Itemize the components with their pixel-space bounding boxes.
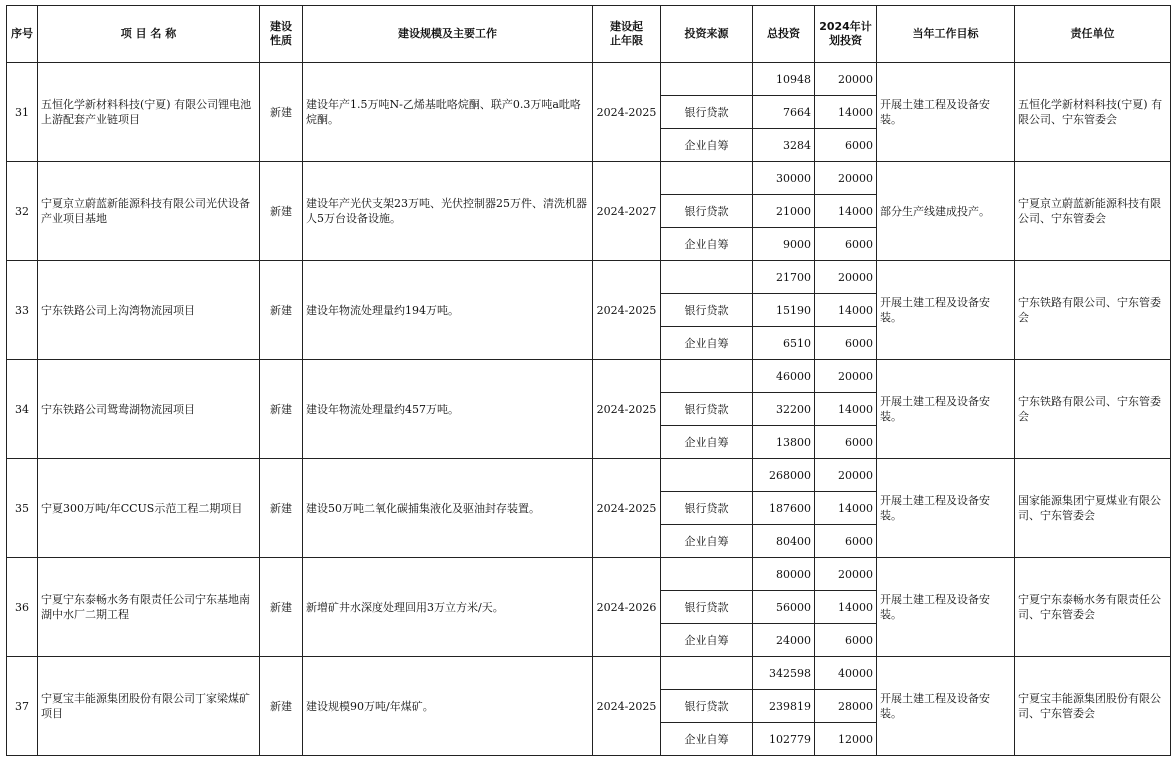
row-number: 35 <box>7 459 38 558</box>
loan-total: 239819 <box>753 690 815 723</box>
self-plan: 6000 <box>815 525 877 558</box>
source-self: 企业自筹 <box>661 327 753 360</box>
annual-goal: 开展土建工程及设备安装。 <box>877 63 1015 162</box>
row-number: 32 <box>7 162 38 261</box>
source-loan: 银行贷款 <box>661 591 753 624</box>
source-blank <box>661 162 753 195</box>
construction-scope: 建设50万吨二氧化碳捕集液化及驱油封存装置。 <box>303 459 593 558</box>
row-number: 34 <box>7 360 38 459</box>
total-investment: 21700 <box>753 261 815 294</box>
total-investment: 268000 <box>753 459 815 492</box>
loan-plan: 14000 <box>815 591 877 624</box>
responsible-unit: 宁夏宝丰能源集团股份有限公司、宁东管委会 <box>1015 657 1171 756</box>
annual-goal: 部分生产线建成投产。 <box>877 162 1015 261</box>
project-name: 五恒化学新材料科技(宁夏) 有限公司锂电池上游配套产业链项目 <box>38 63 260 162</box>
project-name: 宁夏京立蔚蓝新能源科技有限公司光伏设备产业项目基地 <box>38 162 260 261</box>
plan-investment: 20000 <box>815 261 877 294</box>
source-loan: 银行贷款 <box>661 393 753 426</box>
plan-investment: 20000 <box>815 360 877 393</box>
construction-period: 2024-2026 <box>593 558 661 657</box>
self-plan: 6000 <box>815 129 877 162</box>
construction-nature: 新建 <box>260 657 303 756</box>
self-total: 9000 <box>753 228 815 261</box>
loan-total: 32200 <box>753 393 815 426</box>
responsible-unit: 宁东铁路有限公司、宁东管委会 <box>1015 261 1171 360</box>
total-investment: 46000 <box>753 360 815 393</box>
responsible-unit: 宁东铁路有限公司、宁东管委会 <box>1015 360 1171 459</box>
construction-scope: 建设规模90万吨/年煤矿。 <box>303 657 593 756</box>
loan-total: 187600 <box>753 492 815 525</box>
source-self: 企业自筹 <box>661 426 753 459</box>
construction-scope: 建设年产1.5万吨N-乙烯基吡咯烷酮、联产0.3万吨a吡咯烷酮。 <box>303 63 593 162</box>
loan-plan: 14000 <box>815 96 877 129</box>
annual-goal: 开展土建工程及设备安装。 <box>877 360 1015 459</box>
row-number: 37 <box>7 657 38 756</box>
self-plan: 6000 <box>815 624 877 657</box>
plan-investment: 40000 <box>815 657 877 690</box>
construction-nature: 新建 <box>260 162 303 261</box>
construction-nature: 新建 <box>260 558 303 657</box>
loan-total: 56000 <box>753 591 815 624</box>
table-row <box>7 162 1171 195</box>
loan-total: 7664 <box>753 96 815 129</box>
construction-scope: 新增矿井水深度处理回用3万立方米/天。 <box>303 558 593 657</box>
self-total: 80400 <box>753 525 815 558</box>
header-no: 序号 <box>7 6 38 63</box>
loan-total: 15190 <box>753 294 815 327</box>
responsible-unit: 五恒化学新材料科技(宁夏) 有限公司、宁东管委会 <box>1015 63 1171 162</box>
responsible-unit: 宁夏京立蔚蓝新能源科技有限公司、宁东管委会 <box>1015 162 1171 261</box>
source-loan: 银行贷款 <box>661 195 753 228</box>
source-self: 企业自筹 <box>661 129 753 162</box>
row-number: 31 <box>7 63 38 162</box>
construction-nature: 新建 <box>260 63 303 162</box>
self-plan: 6000 <box>815 327 877 360</box>
row-number: 33 <box>7 261 38 360</box>
annual-goal: 开展土建工程及设备安装。 <box>877 459 1015 558</box>
header-period: 建设起 止年限 <box>593 6 661 63</box>
table-body <box>7 63 1171 756</box>
responsible-unit: 国家能源集团宁夏煤业有限公司、宁东管委会 <box>1015 459 1171 558</box>
construction-nature: 新建 <box>260 360 303 459</box>
table-row <box>7 63 1171 96</box>
annual-goal: 开展土建工程及设备安装。 <box>877 558 1015 657</box>
construction-period: 2024-2027 <box>593 162 661 261</box>
construction-nature: 新建 <box>260 459 303 558</box>
construction-period: 2024-2025 <box>593 657 661 756</box>
source-blank <box>661 360 753 393</box>
source-self: 企业自筹 <box>661 228 753 261</box>
loan-plan: 14000 <box>815 294 877 327</box>
total-investment: 80000 <box>753 558 815 591</box>
header-row <box>7 6 1171 63</box>
project-name: 宁夏宁东泰畅水务有限责任公司宁东基地南湖中水厂二期工程 <box>38 558 260 657</box>
self-total: 13800 <box>753 426 815 459</box>
plan-investment: 20000 <box>815 558 877 591</box>
source-loan: 银行贷款 <box>661 294 753 327</box>
header-unit: 责任单位 <box>1015 6 1171 63</box>
source-loan: 银行贷款 <box>661 96 753 129</box>
loan-plan: 14000 <box>815 393 877 426</box>
project-name: 宁东铁路公司鸳鸯湖物流园项目 <box>38 360 260 459</box>
header-total: 总投资 <box>753 6 815 63</box>
construction-period: 2024-2025 <box>593 459 661 558</box>
construction-scope: 建设年产光伏支架23万吨、光伏控制器25万件、清洗机器人5万台设备设施。 <box>303 162 593 261</box>
source-blank <box>661 63 753 96</box>
construction-nature: 新建 <box>260 261 303 360</box>
header-scope: 建设规模及主要工作 <box>303 6 593 63</box>
loan-plan: 14000 <box>815 492 877 525</box>
responsible-unit: 宁夏宁东泰畅水务有限责任公司、宁东管委会 <box>1015 558 1171 657</box>
source-blank <box>661 459 753 492</box>
source-self: 企业自筹 <box>661 624 753 657</box>
loan-total: 21000 <box>753 195 815 228</box>
header-goal: 当年工作目标 <box>877 6 1015 63</box>
total-investment: 30000 <box>753 162 815 195</box>
header-source: 投资来源 <box>661 6 753 63</box>
construction-period: 2024-2025 <box>593 63 661 162</box>
source-blank <box>661 657 753 690</box>
project-name: 宁东铁路公司上沟湾物流园项目 <box>38 261 260 360</box>
header-nature: 建设 性质 <box>260 6 303 63</box>
self-total: 102779 <box>753 723 815 756</box>
plan-investment: 20000 <box>815 459 877 492</box>
self-plan: 12000 <box>815 723 877 756</box>
source-loan: 银行贷款 <box>661 492 753 525</box>
annual-goal: 开展土建工程及设备安装。 <box>877 261 1015 360</box>
construction-scope: 建设年物流处理量约194万吨。 <box>303 261 593 360</box>
construction-period: 2024-2025 <box>593 261 661 360</box>
annual-goal: 开展土建工程及设备安装。 <box>877 657 1015 756</box>
plan-investment: 20000 <box>815 162 877 195</box>
self-plan: 6000 <box>815 426 877 459</box>
header-name: 项 目 名 称 <box>38 6 260 63</box>
self-plan: 6000 <box>815 228 877 261</box>
table-row <box>7 657 1171 690</box>
row-number: 36 <box>7 558 38 657</box>
header-plan: 2024年计 划投资 <box>815 6 877 63</box>
construction-scope: 建设年物流处理量约457万吨。 <box>303 360 593 459</box>
construction-period: 2024-2025 <box>593 360 661 459</box>
self-total: 3284 <box>753 129 815 162</box>
source-self: 企业自筹 <box>661 723 753 756</box>
self-total: 24000 <box>753 624 815 657</box>
source-self: 企业自筹 <box>661 525 753 558</box>
self-total: 6510 <box>753 327 815 360</box>
table-row <box>7 261 1171 294</box>
project-table <box>6 5 1171 756</box>
project-name: 宁夏300万吨/年CCUS示范工程二期项目 <box>38 459 260 558</box>
source-blank <box>661 558 753 591</box>
source-blank <box>661 261 753 294</box>
loan-plan: 28000 <box>815 690 877 723</box>
source-loan: 银行贷款 <box>661 690 753 723</box>
table-row <box>7 360 1171 393</box>
total-investment: 342598 <box>753 657 815 690</box>
table-row <box>7 459 1171 492</box>
table-row <box>7 558 1171 591</box>
total-investment: 10948 <box>753 63 815 96</box>
project-name: 宁夏宝丰能源集团股份有限公司丁家梁煤矿项目 <box>38 657 260 756</box>
plan-investment: 20000 <box>815 63 877 96</box>
loan-plan: 14000 <box>815 195 877 228</box>
